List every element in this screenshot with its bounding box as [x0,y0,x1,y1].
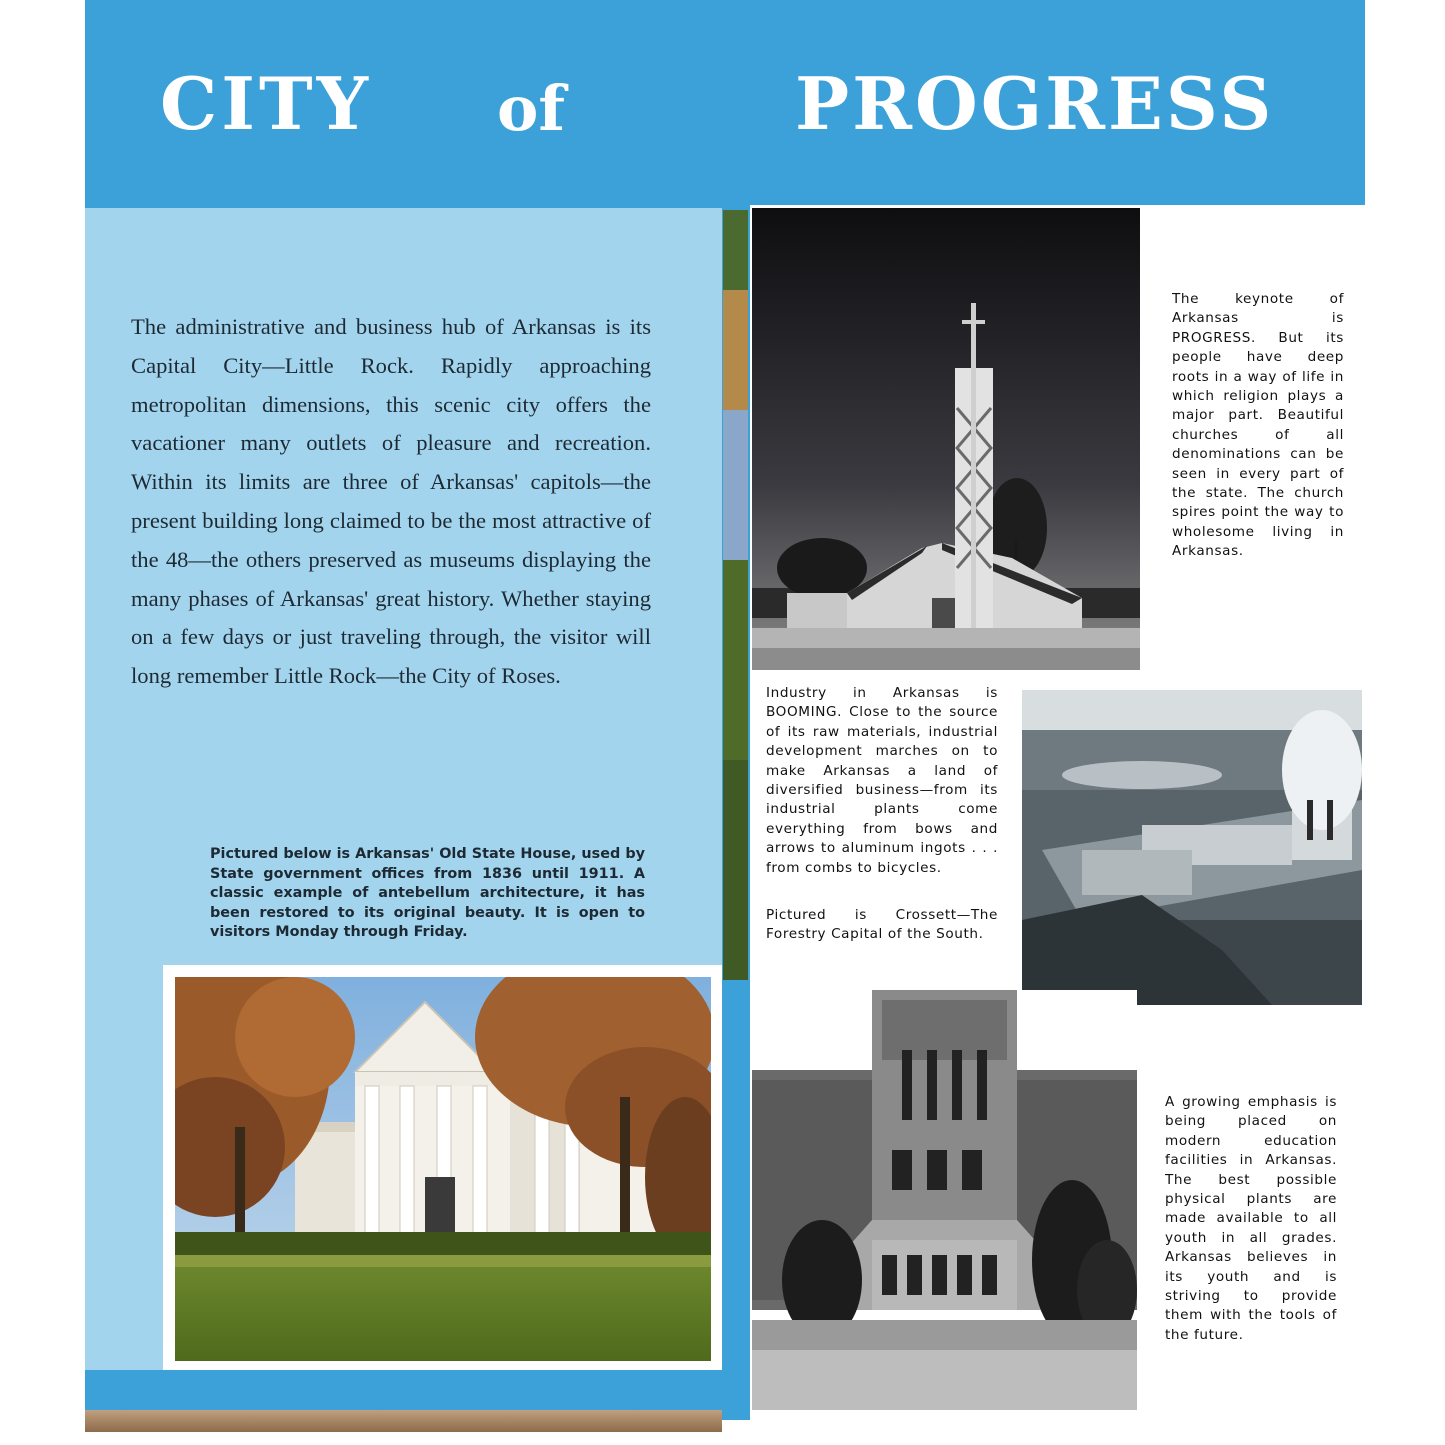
fold-photo-sliver [723,210,748,980]
left-footer-band [85,1370,722,1410]
title-of: of [497,72,566,145]
education-caption: A growing emphasis is being placed on modern education facilities in Arkansas. The best possible physical plants are made available to all youth in all grades. Arkansas believes in its youth and is striving to provide them with the tools of the future. [1165,1094,1337,1343]
old-state-house-photo [163,965,723,1373]
crossett-caption: Pictured is Crossett—The Forestry Capital of the South. [766,907,998,943]
industry-caption: Industry in Arkansas is BOOMING. Close to the source of its raw materials, industrial development marches on to make Arkansas a land of diversified business—from its industrial plants come everything from bows and arrows to aluminum ingots . . . from combs to bicycles. [766,685,998,876]
page-edge [85,1410,722,1432]
title-progress: PROGRESS [795,61,1275,146]
state-house-caption: Pictured below is Arkansas' Old State House, used by State government offices from 1836 until 1911. A classic example of antebellum architecture, it has been restored to its original beauty. It is open to visitors Monday through Friday. [210,846,645,941]
high-school-photo [752,990,1137,1410]
crossett-mill-photo [1022,690,1362,1005]
title-city: CITY [160,61,372,146]
church-photo [752,208,1140,670]
intro-paragraph: The administrative and business hub of Arkansas is its Capital City—Little Rock. Rapidly approaching metropolitan dimensions, this scenic city offers the vacationer many outlets of pleasure and recreation. Within its limits are three of Arkansas' capitols—the present building long claimed to be the most attractive of the 48—the others preserved as museums displaying the many phases of Arkansas' great history. Whether staying on a few days or just traveling through, the visitor will long remember Little Rock—the City of Roses. [131,314,651,689]
church-caption: The keynote of Arkansas is PROGRESS. But its people have deep roots in a way of life in which religion plays a major part. Beautiful churches of all denominations can be seen in every part of the state. The church spires point the way to wholesome living in Arkansas. [1172,291,1344,560]
left-panel [85,0,722,1410]
